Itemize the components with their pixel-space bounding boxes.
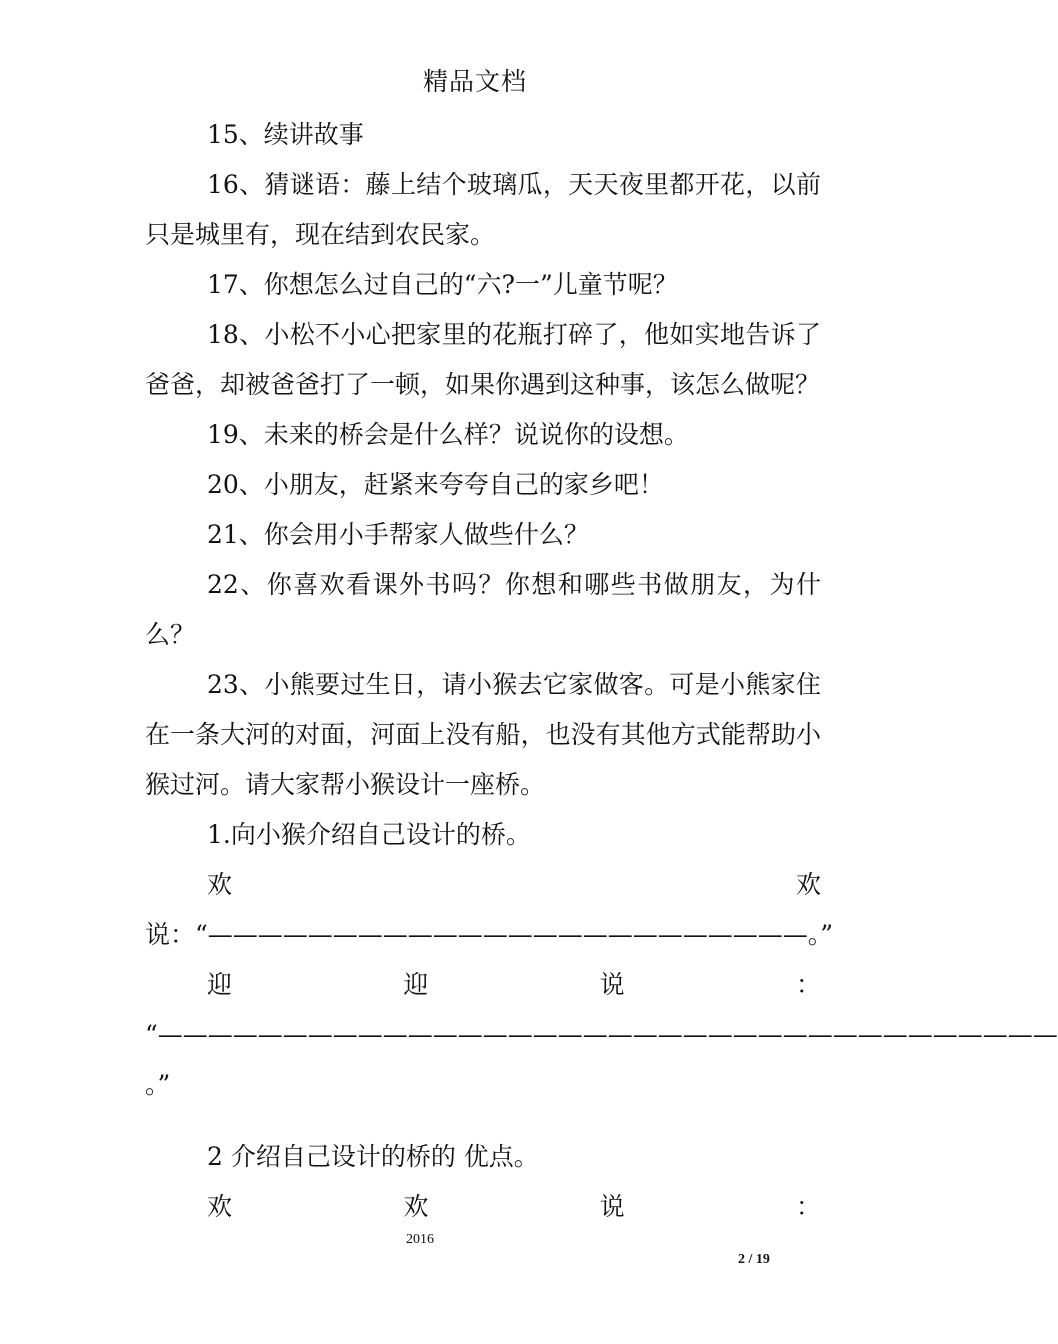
huanhuan-char-1: 欢 xyxy=(207,1192,233,1221)
huanhuan-line-2 xyxy=(145,1182,821,1232)
yingying-char-1: 迎 xyxy=(207,970,233,999)
yingying-line xyxy=(145,960,821,1010)
huanhuan-char-3: 说 xyxy=(599,1192,625,1221)
yingying-char-3: 说 xyxy=(599,970,625,999)
yingying-answer-blank: “———————————————————————————————————— xyxy=(145,1020,1058,1049)
huanhuan-char-2: 欢 xyxy=(403,1192,429,1221)
huanhuan-colon: ： xyxy=(795,1192,821,1221)
yingying-answer-end: 。” xyxy=(145,1070,171,1099)
page-header: 精品文档 xyxy=(422,67,527,96)
subtask-1: 1.向小猴介绍自己设计的桥。 xyxy=(207,820,531,849)
question-23: 23、小熊要过生日，请小猴去它家做客。可是小熊家住在一条大河的对面，河面上没有船，也没有其他方式能帮助小猴过河。请大家帮小猴设计一座桥。 xyxy=(145,670,821,799)
question-16: 16、猜谜语：藤上结个玻璃瓜，天天夜里都开花，以前只是城里有，现在结到农民家。 xyxy=(145,170,821,249)
huanhuan-line-1: 欢欢说：“————————————————————————。” xyxy=(145,870,834,949)
question-18: 18、小松不小心把家里的花瓶打碎了，他如实地告诉了爸爸，却被爸爸打了一顿，如果你遇到这种事，该怎么做呢？ xyxy=(145,320,821,399)
yingying-char-2: 迎 xyxy=(403,970,429,999)
question-21: 21、你会用小手帮家人做些什么？ xyxy=(207,520,589,549)
yingying-colon: ： xyxy=(795,970,821,999)
question-15: 15、续讲故事 xyxy=(207,120,364,149)
question-22: 22、你喜欢看课外书吗？你想和哪些书做朋友，为什么？ xyxy=(145,570,821,649)
question-20: 20、小朋友，赶紧来夸夸自己的家乡吧！ xyxy=(207,470,664,499)
document-body xyxy=(145,110,1058,1232)
page-number: 2 / 19 xyxy=(738,1252,770,1267)
subtask-2: 2 介绍自己设计的桥的 优点。 xyxy=(207,1142,539,1171)
question-19: 19、未来的桥会是什么样？说说你的设想。 xyxy=(207,420,689,449)
question-17: 17、你想怎么过自己的“六?一”儿童节呢？ xyxy=(207,270,678,299)
footer-year: 2016 xyxy=(406,1232,434,1247)
